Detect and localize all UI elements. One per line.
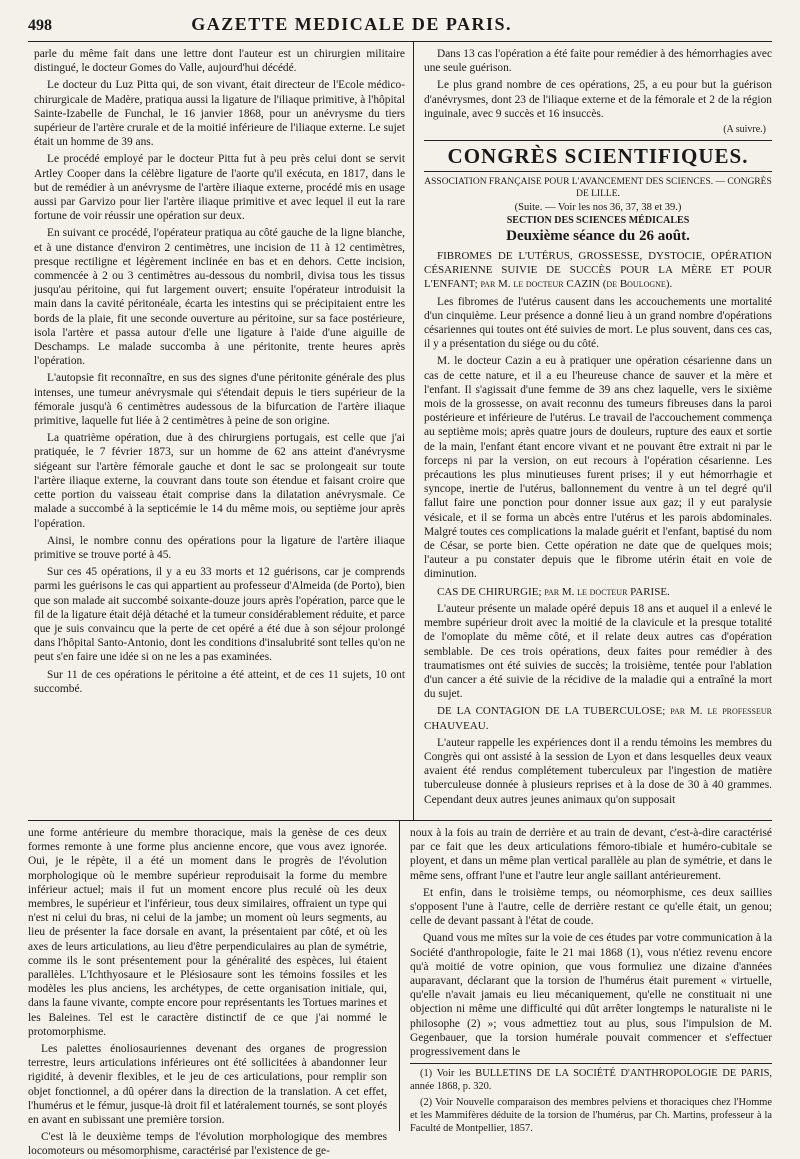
session-title: Deuxième séance du 26 août. bbox=[506, 228, 690, 245]
paragraph: Les palettes énoliosauriennes devenant des organes de progression terrestre, leurs articulations inférieures ont été sollicitées à abandonner leur rigidité, à devenir flexibles, et le jeu de ces articulations, pour remplir son objet fonctionnel, a dû opérer dans la direction de la translation. A cet effet, l'humérus et le fémur, jusque-là droit fil et latéralement tournés, se sont ployés en avant en subissant une première torsion. bbox=[28, 1043, 387, 1127]
paragraph: Le plus grand nombre de ces opérations, 25, a eu pour but la guérison d'anévrysmes, dont 23 de l'iliaque externe et de la fémorale et 2 de la région inguinale, avec 9 succès et 16 insuccès. bbox=[424, 79, 772, 120]
paragraph: Ainsi, le nombre connu des opérations pour la ligature de l'artère iliaque primitive se trouve porté à 45. bbox=[34, 534, 405, 561]
paragraph: Sur 11 de ces opérations le péritoine a été atteint, et de ces 11 sujets, 10 ont succombé. bbox=[34, 668, 405, 695]
paragraph: Le procédé employé par le docteur Pitta fut à peu près celui dont se servit Artley Cooper dans la célèbre ligature de l'aorte qu'il exécuta, en 1817, dans le but de remédier à un anévrysme de l'artère iliaque externe, procédé mis en usage aussi par Garvizo pour lier l'artère iliaque primitive et avec lequel il eut la rare fortune de voir réussir une opération sur deux. bbox=[34, 153, 405, 223]
footnote-rule bbox=[410, 1063, 772, 1064]
page-header bbox=[28, 14, 772, 38]
paragraph: Sur ces 45 opérations, il y a eu 33 morts et 12 guérisons, car je comprends parmi les guérisons le cas qui appartient au professeur d'Almeida (de Porto), bien que son malade ait succombé soixante-douze jours après l'opération, parce que le fil de la ligature était déjà détaché et la tumeur considérablement réduite, et parce que je suis convaincu que la perte de cet opéré a été due à son séjour prolongé dans l'hôpital Santo-Antonio, dont les conditions d'insalubrité sont telles qu'on ne peut s'en faire une idée si on ne les a pas examinées. bbox=[34, 566, 405, 664]
right-column bbox=[414, 42, 772, 820]
paragraph: L'auteur rappelle les expériences dont il a rendu témoins les membres du Congrès qui ont assisté à la session de Lyon et dans lesquelles deux veaux avaient été rendus complétement tuberculeux par l'ingestion de matière tuberculeuse donnée à plusieurs reprises et à la dose de 30 à 40 grammes. Cependant deux autres jeunes animaux qu'on supposait bbox=[424, 736, 772, 806]
paragraph: L'auteur présente un malade opéré depuis 18 ans et auquel il a enlevé le membre supérieur droit avec la moitié de la clavicule et la presque totalité de l'omoplate du même côté, et il relate deux autres cas d'opération semblable. De ces trois opérations, deux faites pour remédier à des traumatismes ont été suivies de succès; la troisième, tentée pour l'ablation d'un cancer a été suivie de la récidive de la maladie qui a entraîné la mort du sujet. bbox=[424, 602, 772, 701]
paragraph: La quatrième opération, due à des chirurgiens portugais, est celle que j'ai pratiquée, le 7 février 1873, sur un homme de 62 ans atteint d'anévrysme siégeant sur l'artère fémorale gauche et dont le sac se prolongeait sur toute l'artère iliaque externe, la couvrant dans toute son étendue et faisant croire que cette portion du vaisseau était comprise dans la dilatation anévrysmale. Ce malade a succombé à la septicémie le 14 du même mois, ou septième jour après l'opération. bbox=[34, 432, 405, 530]
bottom-left-column bbox=[28, 821, 400, 1158]
paragraph: En suivant ce procédé, l'opérateur pratiqua au côté gauche de la ligne blanche, et à une distance d'environ 2 centimètres, une incision de 11 à 12 centimètres, presque rectiligne et légèrement inclinée en bas et en dehors. Cette incision, commencée à 2 ou 3 centimètres au-dessous du nombril, divisa tous les tissus jusqu'au péritoine, qui fut largement ouvert; ensuite l'opérateur introduisit la main dans la cavité péritonéale, écarta les intestins qui se précipitaient entre les bords de la plaie, fit une seconde ouverture au péritoine, sur sa face postérieure, isola l'artère et passa autour d'elle une ligature à l'aide d'une aiguille de Deschamps. Le malade succomba à une péritonite, trente heures après l'opération. bbox=[34, 227, 405, 368]
paragraph: Le docteur du Luz Pitta qui, de son vivant, était directeur de l'Ecole médico-chirurgicale de Madère, pratiqua aussi la ligature de l'iliaque primitive, à l'hôpital Sainte-Izabelle de Funchal, le 16 janvier 1868, pour un anévrysme du tiers supérieur de l'artère crurale et de la moitié inférieure de l'iliaque externe. Le sujet était un homme de 39 ans. bbox=[34, 79, 405, 149]
paragraph: parle du même fait dans une lettre dont l'auteur est un chirurgien militaire distingué, le docteur Gomes do Valle, aujourd'hui décédé. bbox=[34, 48, 405, 75]
paragraph: noux à la fois au train de derrière et au train de devant, c'est-à-dire caractérisé par ce fait que les deux articulations fémoro-tibiale et huméro-cubitale se ployent, et dans un même plan vertical parallèle au plan de symétrie, et dans le même sens, offrant l'une et l'autre leur angle saillant antérieurement. bbox=[410, 827, 772, 882]
publication-title: GAZETTE MEDICALE DE PARIS. bbox=[191, 14, 512, 34]
paragraph: M. le docteur Cazin a eu à pratiquer une opération césarienne dans un cas de cette nature, et il a eu l'heureuse chance de sauver et la mère et l'enfant. Il s'agissait d'une femme de 39 ans chez laquelle, vers le sixième mois de la grossesse, on avait reconnu des tumeurs fibreuses dans la paroi postérieure et inférieure de l'utérus. Le travail de l'accouchement commença au septième mois; après quatre jours de douleurs, rupture des eaux et sortie de la main, l'enfant étant encore vivant et ne pouvant être extrait ni par le forceps ni par la version, on eut recours à l'opération césarienne. Les précautions les plus minutieuses furent prises; il y eut hémorrhagie et syncope, inertie de l'utérus, ballonnement du ventre à un tel degré qu'il fallut faire une ponction pour donner issue aux gaz; il y eut paralysie vésicale, et il se forma un abcès entre l'utérus et les parois abdominales. Malgré toutes ces complications la malade guérit et l'enfant, baptisé du nom de César, se porte bien. Cette opération ne date que de quelques mois; l'auteur a pu constater depuis que le fibrome utérin était en voie de diminution. bbox=[424, 355, 772, 581]
paragraph: C'est là le deuxième temps de l'évolution morphologique des membres locomoteurs ou mésomorphisme, caractérisé par l'existence de ge- bbox=[28, 1131, 387, 1158]
section-name: SECTION DES SCIENCES MÉDICALES bbox=[506, 215, 690, 227]
congress-heading bbox=[424, 140, 772, 172]
topic-heading: FIBROMES DE L'UTÉRUS, GROSSESSE, DYSTOCIE, OPÉRATION CÉSARIENNE SUIVIE DE SUCCÈS POUR LA MÈRE ET POUR L'ENFANT; par M. le docteur CAZIN (de Boulogne). bbox=[424, 250, 772, 291]
paragraph: Et enfin, dans le troisième temps, ou néomorphisme, ces deux saillies s'opposent l'une à l'autre, celle de derrière restant ce qu'elle était, un genou; celle de devant passant à l'état de coude. bbox=[410, 886, 772, 928]
section-title: CONGRÈS SCIENTIFIQUES. bbox=[447, 144, 749, 169]
lower-columns bbox=[28, 821, 772, 1158]
page-number: 498 bbox=[28, 17, 52, 34]
footnote: (2) Voir Nouvelle comparaison des membres pelviens et thoraciques chez l'Homme et les Mammifères déduite de la torsion de l'humérus, par Ch. Martins, professeur à la Faculté de Montpellier, 1857. bbox=[410, 1097, 772, 1135]
paragraph: Quand vous me mîtes sur la voie de ces études par votre communication à la Société d'anthropologie, faite le 21 mai 1868 (1), vous n'étiez revenu encore qu'à moitié de votre opinion, que vous formuliez une dizaine d'années auparavant, déclarant que la torsion de l'humérus était purement « virtuelle, qu'elle n'avait jamais eu lieu mécaniquement, qu'elle ne constituait ni une objection ni même une difficulté qui dût arrêter longtemps le naturaliste ni le philosophe (2) »; vous admettiez tout au plus, sous l'impulsion de M. Gegenbauer, que la torsion humérale pouvait commencer et s'effectuer progressivement dans le bbox=[410, 932, 772, 1059]
paragraph: Les fibromes de l'utérus causent dans les accouchements une mortalité d'un cinquième. Leur présence a donné lieu à un grand nombre d'opérations césariennes qui toutes ont été suivies de mort. Le plus souvent, dans ces cas, il y a présentation du siége ou du côté. bbox=[424, 295, 772, 351]
topic-heading: CAS DE CHIRURGIE; par M. le docteur PARISE. bbox=[437, 585, 670, 598]
to-be-continued: (A suivre.) bbox=[723, 124, 766, 136]
suite-line: (Suite. — Voir les nos 36, 37, 38 et 39.) bbox=[514, 202, 682, 214]
upper-columns bbox=[28, 42, 772, 820]
footnote: (1) Voir les BULLETINS DE LA SOCIÉTÉ D'ANTHROPOLOGIE DE PARIS, année 1868, p. 320. bbox=[410, 1068, 772, 1093]
topic-heading: DE LA CONTAGION DE LA TUBERCULOSE; par M. le professeur CHAUVEAU. bbox=[424, 705, 772, 732]
bottom-right-column bbox=[400, 821, 772, 1135]
left-column bbox=[28, 42, 414, 820]
paragraph: une forme antérieure du membre thoracique, mais la genèse de ces deux formes remonte à une forme plus ancienne encore, que vous avez ignorée. Oui, je le répète, il a été un moment dans le progrès de l'évolution morphologique où le membre supérieur reproduisait la forme du membre inférieur actuel; mais il fut un moment encore plus reculé où les deux membres, le supérieur et l'inférieur, tous deux similaires, offraient un type qui n'est ni celui du bras, ni celui de la jambe; un moment où leurs segments, au lieu de présenter la face dorsale en avant, la présentaient par côté, et où les axes de leurs articulations, au lieu d'être perpendiculaires au plan de symétrie, comme ils le sont présentement pour la généralité des espèces, lui étaient parallèles. L'Ichthyosaure et le Plésiosaure sont les témoins fossiles et les modèles les plus anciens, les archétypes, de cette organisation initiale, qui, dans la faune vivante, compte encore pour représentants les Tortues marines et les Baleines. Tel est le caractère distinctif de ce que j'ai nommé le protomorphisme. bbox=[28, 827, 387, 1038]
paragraph: Dans 13 cas l'opération a été faite pour remédier à des hémorrhagies avec une seule guérison. bbox=[424, 48, 772, 75]
paragraph: L'autopsie fit reconnaître, en sus des signes d'une péritonite générale des plus intenses, une tumeur anévrysmale qui s'étendait depuis le tiers supérieur de la fémorale jusqu'à 6 centimètres audessous de la bifurcation de l'artère iliaque primitive, laquelle fut liée à 2 centimètres à peine de son origine. bbox=[34, 372, 405, 428]
association-line: ASSOCIATION FRANÇAISE POUR L'AVANCEMENT DES SCIENCES. — CONGRÈS DE LILLE. bbox=[424, 177, 772, 200]
